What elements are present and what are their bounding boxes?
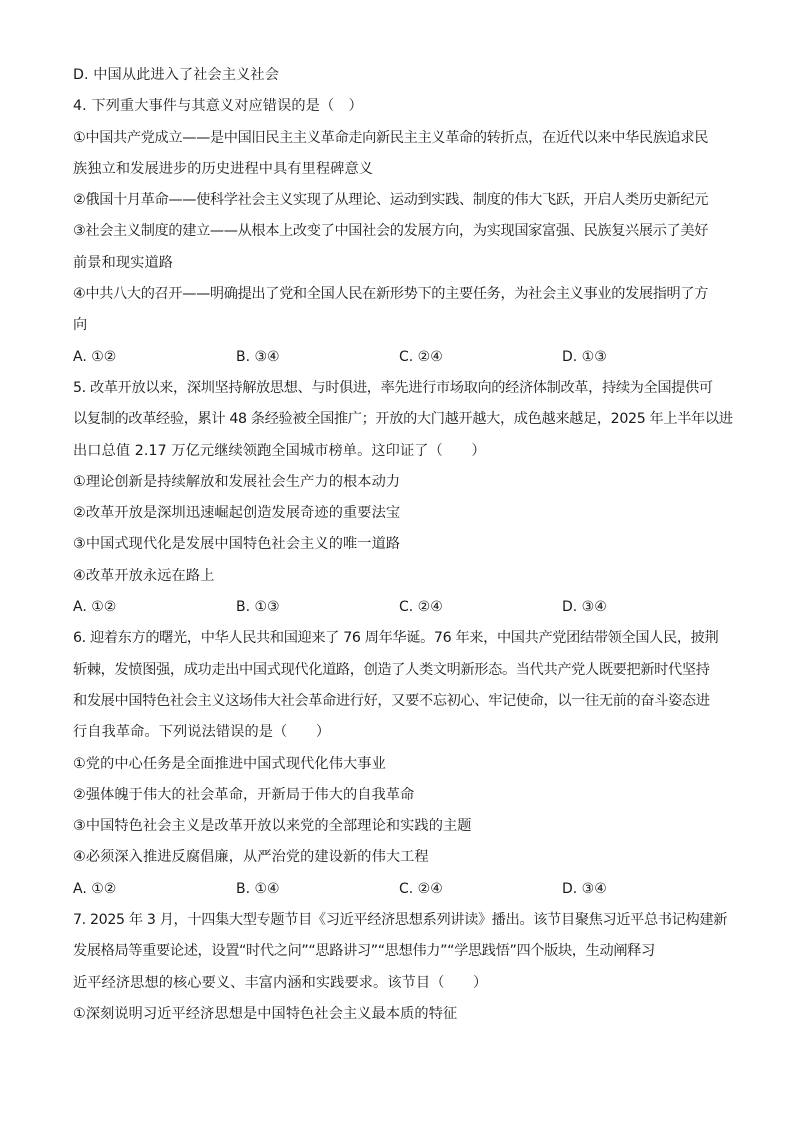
q5-statement-2: ②改革开放是深圳迅速崛起创造发展奇迹的重要法宝 [73, 505, 401, 522]
question-7-stem: 7. 2025 年 3 月，十四集大型专题节目《习近平经济思想系列讲读》播出。该节目聚焦习近平总书记构建新 [73, 912, 728, 929]
q7-statement-1: ①深刻说明习近平经济思想是中国特色社会主义最本质的特征 [73, 1005, 458, 1022]
q5-option-c: C. ②④ [399, 599, 443, 616]
q4-statement-3-cont: 前景和现实道路 [73, 254, 174, 271]
q5-option-b: B. ①③ [236, 599, 280, 616]
q5-option-a: A. ①② [73, 599, 117, 616]
q4-statement-2: ②俄国十月革命——使科学社会主义实现了从理论、运动到实践、制度的伟大飞跃，开启人类历史新纪元 [73, 192, 709, 209]
q5-statement-3: ③中国式现代化是发展中国特色社会主义的唯一道路 [73, 536, 401, 553]
q6-option-c: C. ②④ [399, 880, 443, 897]
q4-statement-1-cont: 族独立和发展进步的历史进程中具有里程碑意义 [73, 160, 374, 177]
q5-statement-4: ④改革开放永远在路上 [73, 567, 215, 584]
exam-page [73, 60, 733, 1030]
q6-statement-1: ①党的中心任务是全面推进中国式现代化伟大事业 [73, 755, 386, 772]
question-6-stem-cont-1: 斩棘，发愤图强，成功走出中国式现代化道路，创造了人类文明新形态。当代共产党人既要把新时代坚持 [73, 661, 710, 678]
q4-statement-4: ④中共八大的召开——明确提出了党和全国人民在新形势下的主要任务，为社会主义事业的发展指明了方 [73, 286, 709, 303]
q5-statement-1: ①理论创新是持续解放和发展社会生产力的根本动力 [73, 473, 401, 490]
q4-option-b: B. ③④ [236, 348, 280, 365]
question-6-stem-cont-2: 和发展中国特色社会主义这场伟大社会革命进行好，又要不忘初心、牢记使命，以一往无前的奋斗姿态进 [73, 692, 710, 709]
question-6-stem-cont-3: 行自我革命。下列说法错误的是（ ） [73, 724, 331, 741]
q4-statement-3: ③社会主义制度的建立——从根本上改变了中国社会的发展方向，为实现国家富强、民族复兴展示了美好 [73, 223, 709, 240]
q4-statement-4-cont: 向 [73, 317, 88, 334]
question-7-stem-cont-2: 近平经济思想的核心要义、丰富内涵和实践要求。该节目（ ） [73, 974, 488, 991]
q6-statement-3: ③中国特色社会主义是改革开放以来党的全部理论和实践的主题 [73, 818, 472, 835]
question-7-stem-cont-1: 发展格局等重要论述，设置“时代之问”“思路讲习”“思想伟力”“学思践悟”四个版块，生动阐释习 [73, 943, 655, 960]
question-4-stem: 4. 下列重大事件与其意义对应错误的是（ ） [73, 98, 363, 115]
q6-option-b: B. ①④ [236, 880, 280, 897]
q5-option-d: D. ③④ [562, 599, 607, 616]
q4-option-a: A. ①② [73, 348, 117, 365]
question-5-stem-cont-2: 出口总值 2.17 万亿元继续领跑全国城市榜单。这印证了（ ） [73, 442, 486, 459]
q5-options [73, 592, 723, 623]
q6-option-a: A. ①② [73, 880, 117, 897]
question-6-stem: 6. 迎着东方的曙光，中华人民共和国迎来了 76 周年华诞。76 年来，中国共产党团结带领全国人民，披荆 [73, 630, 719, 647]
question-5-stem-cont-1: 以复制的改革经验，累计 48 条经验被全国推广；开放的大门越开越大，成色越来越足，2025 年上半年以进 [73, 411, 733, 428]
option-d-previous: D. 中国从此进入了社会主义社会 [73, 67, 279, 83]
q4-options [73, 342, 723, 373]
q6-option-d: D. ③④ [562, 880, 607, 897]
q6-statement-4: ④必须深入推进反腐倡廉，从严治党的建设新的伟大工程 [73, 849, 429, 866]
question-5-stem: 5. 改革开放以来，深圳坚持解放思想、与时俱进，率先进行市场取向的经济体制改革，持续为全国提供可 [73, 379, 713, 396]
q4-option-d: D. ①③ [562, 348, 607, 365]
q6-statement-2: ②强体魄于伟大的社会革命，开新局于伟大的自我革命 [73, 786, 415, 803]
q4-statement-1: ①中国共产党成立——是中国旧民主主义革命走向新民主主义革命的转折点，在近代以来中华民族追求民 [73, 129, 709, 146]
q4-option-c: C. ②④ [399, 348, 443, 365]
q6-options [73, 874, 723, 905]
